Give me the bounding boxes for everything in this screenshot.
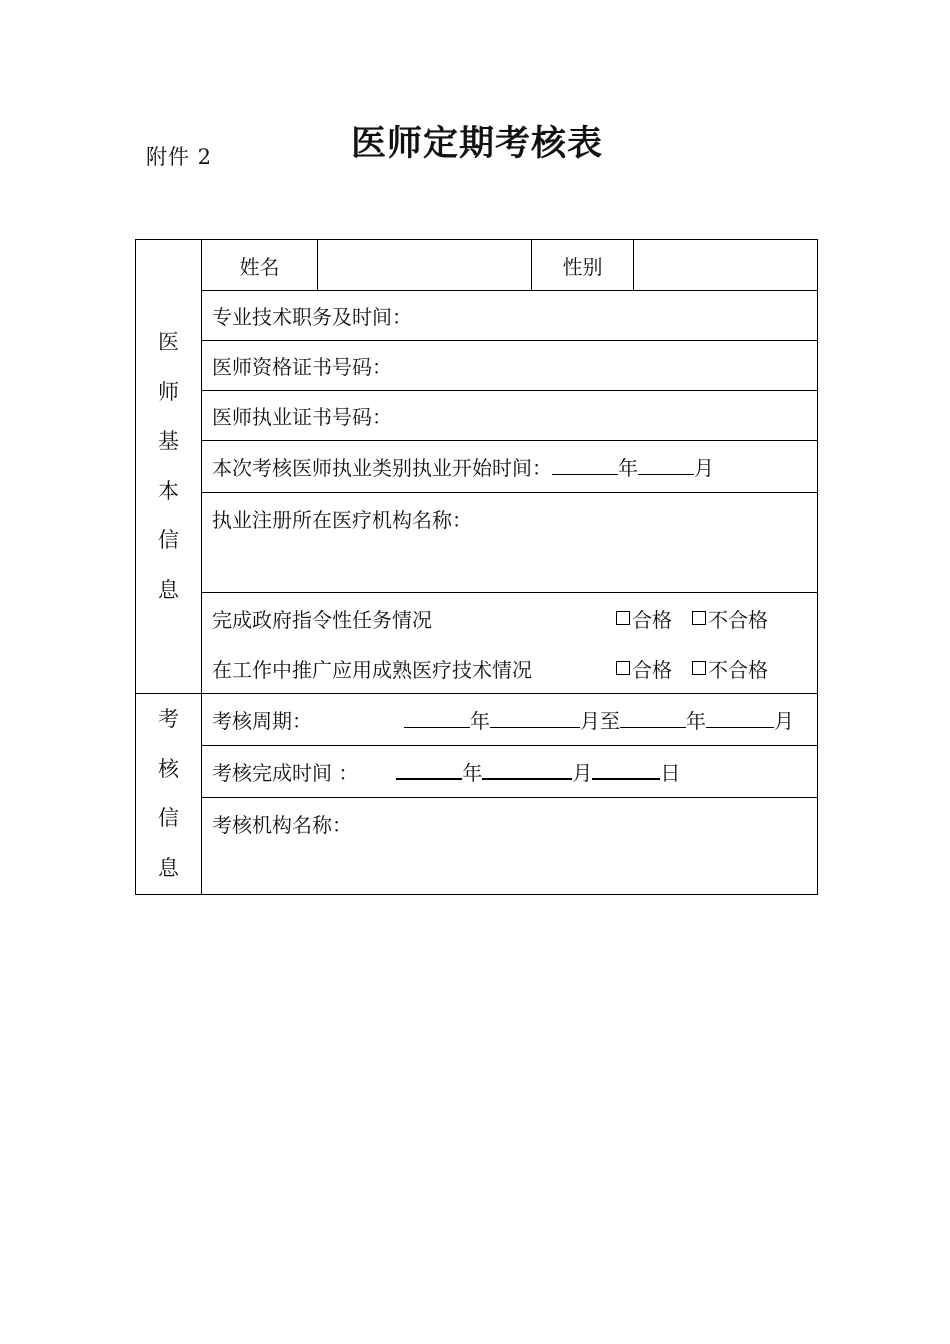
completion-field[interactable]: 考核完成时间 ： 年 月 日 [202, 746, 818, 798]
side-char: 医 [158, 330, 179, 354]
title-time-row [136, 291, 818, 341]
period-row [136, 694, 818, 746]
institution-field[interactable]: 执业注册所在医疗机构名称： [202, 493, 818, 593]
start-year-blank[interactable] [404, 707, 470, 728]
assess-info-side-label [136, 694, 202, 895]
checkbox-icon[interactable] [616, 611, 630, 625]
page-title: 医师定期考核表 [350, 124, 603, 164]
completion-day-blank[interactable] [592, 758, 660, 780]
task2-pass-option[interactable]: 合格 [616, 654, 672, 683]
period-field[interactable]: 考核周期： 年 月至 年 月 [202, 694, 818, 746]
side-char: 息 [158, 855, 179, 880]
basic-info-side-label [136, 240, 202, 694]
gender-field[interactable] [634, 240, 818, 291]
practice-start-field[interactable]: 本次考核医师执业类别执业开始时间： 年 月 [202, 441, 818, 493]
qualification-cert-row [136, 341, 818, 391]
institution-row [136, 493, 818, 593]
assessment-form-table [135, 239, 818, 895]
side-char: 本 [158, 478, 179, 503]
side-char: 考 [158, 707, 179, 731]
task1-pass-option[interactable]: 合格 [616, 604, 672, 633]
year-blank[interactable] [552, 454, 618, 475]
tasks-row [136, 593, 818, 694]
attachment-label: 附件 2 [146, 145, 213, 169]
task1-fail-option[interactable]: 不合格 [692, 604, 768, 633]
completion-year-blank[interactable] [396, 758, 462, 780]
gender-label: 性别 [532, 240, 634, 291]
completion-row [136, 746, 818, 798]
task2-line: 在工作中推广应用成熟医疗技术情况 合格 不合格 [212, 643, 817, 693]
name-field[interactable] [318, 240, 532, 291]
month-blank[interactable] [638, 454, 694, 475]
practice-cert-row [136, 391, 818, 441]
task1-line: 完成政府指令性任务情况 合格 不合格 [212, 593, 817, 643]
side-char: 信 [158, 528, 179, 552]
name-label: 姓名 [202, 240, 318, 291]
completion-month-blank[interactable] [482, 758, 572, 780]
checkbox-icon[interactable] [692, 611, 706, 625]
checkbox-icon[interactable] [616, 661, 630, 675]
practice-cert-field[interactable]: 医师执业证书号码： [202, 391, 818, 441]
qualification-cert-field[interactable]: 医师资格证书号码： [202, 341, 818, 391]
task2-fail-option[interactable]: 不合格 [692, 654, 768, 683]
tasks-cell [202, 593, 818, 694]
agency-field[interactable]: 考核机构名称： [202, 798, 818, 895]
end-month-blank[interactable] [706, 707, 774, 728]
agency-row [136, 798, 818, 895]
checkbox-icon[interactable] [692, 661, 706, 675]
side-char: 息 [158, 577, 179, 602]
side-char: 基 [158, 429, 179, 453]
side-char: 信 [158, 806, 179, 830]
side-char: 师 [158, 379, 179, 404]
name-gender-row [136, 240, 818, 291]
side-char: 核 [158, 756, 179, 781]
title-time-field[interactable]: 专业技术职务及时间： [202, 291, 818, 341]
end-year-blank[interactable] [620, 707, 686, 728]
practice-start-row [136, 441, 818, 493]
start-month-blank[interactable] [490, 707, 580, 728]
